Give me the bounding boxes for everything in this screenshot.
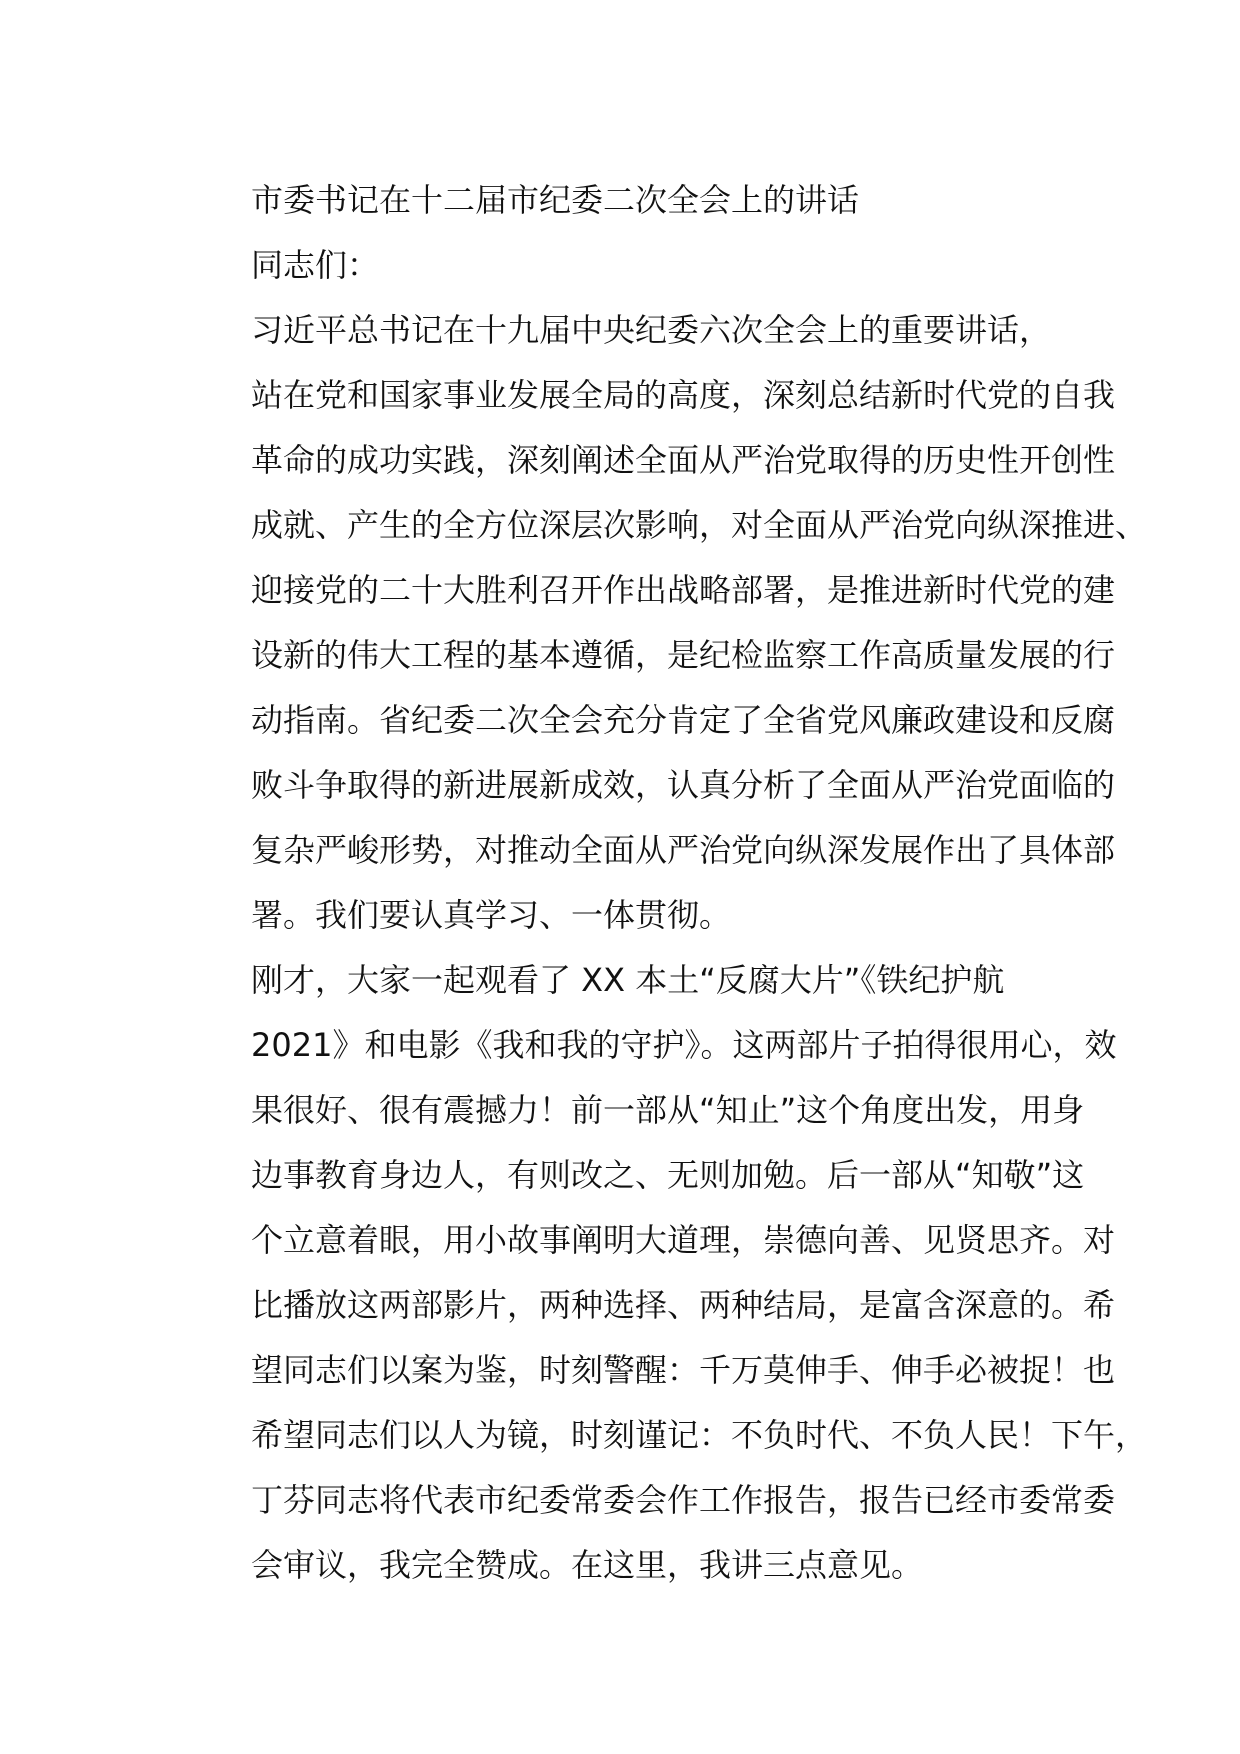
- paragraph-line: 会审议，我完全赞成。在这里，我讲三点意见。: [251, 1546, 924, 1584]
- paragraph-line: 站在党和国家事业发展全局的高度，深刻总结新时代党的自我: [251, 376, 1116, 414]
- paragraph-line: 个立意着眼，用小故事阐明大道理，崇德向善、见贤思齐。对: [251, 1221, 1116, 1259]
- paragraph-line: 2021》和电影《我和我的守护》。这两部片子拍得很用心，效: [251, 1026, 1117, 1064]
- paragraph-line: 败斗争取得的新进展新成效，认真分析了全面从严治党面临的: [251, 766, 1116, 804]
- paragraph-line: 丁芬同志将代表市纪委常委会作工作报告，报告已经市委常委: [251, 1481, 1116, 1519]
- paragraph-line: 动指南。省纪委二次全会充分肯定了全省党风廉政建设和反腐: [251, 701, 1116, 739]
- document-title: [187, 168, 1067, 233]
- paragraph-line: 复杂严峻形势，对推动全面从严治党向纵深发展作出了具体部: [251, 831, 1116, 869]
- paragraph-line: 希望同志们以人为镜，时刻谨记：不负时代、不负人民！下午，: [251, 1416, 1148, 1454]
- paragraph-line: 设新的伟大工程的基本遵循，是纪检监察工作高质量发展的行: [251, 636, 1116, 674]
- paragraph-line: 成就、产生的全方位深层次影响，对全面从严治党向纵深推进、: [251, 506, 1148, 544]
- paragraph-line: 习近平总书记在十九届中央纪委六次全会上的重要讲话，: [251, 311, 1052, 349]
- paragraph-line: 边事教育身边人，有则改之、无则加勉。后一部从“知敬”这: [251, 1156, 1085, 1194]
- paragraph-1: [187, 298, 1148, 948]
- document-body: [187, 168, 1148, 1598]
- paragraph-line: 果很好、很有震撼力！前一部从“知止”这个角度出发，用身: [251, 1091, 1085, 1129]
- paragraph-line: 望同志们以案为鉴，时刻警醒：千万莫伸手、伸手必被捉！也: [251, 1351, 1116, 1389]
- paragraph-line: 比播放这两部影片，两种选择、两种结局，是富含深意的。希: [251, 1286, 1116, 1324]
- paragraph-line: 署。我们要认真学习、一体贯彻。: [251, 896, 732, 934]
- paragraph-line: 迎接党的二十大胜利召开作出战略部署，是推进新时代党的建: [251, 571, 1116, 609]
- paragraph-line: 革命的成功实践，深刻阐述全面从严治党取得的历史性开创性: [251, 441, 1116, 479]
- salutation: [187, 233, 1067, 298]
- title-line: 市委书记在十二届市纪委二次全会上的讲话: [251, 181, 860, 219]
- paragraph-2: [187, 948, 1148, 1598]
- paragraph-line: 刚才，大家一起观看了 XX 本土“反腐大片”《铁纪护航: [251, 961, 1005, 999]
- salutation-line: 同志们：: [251, 246, 380, 284]
